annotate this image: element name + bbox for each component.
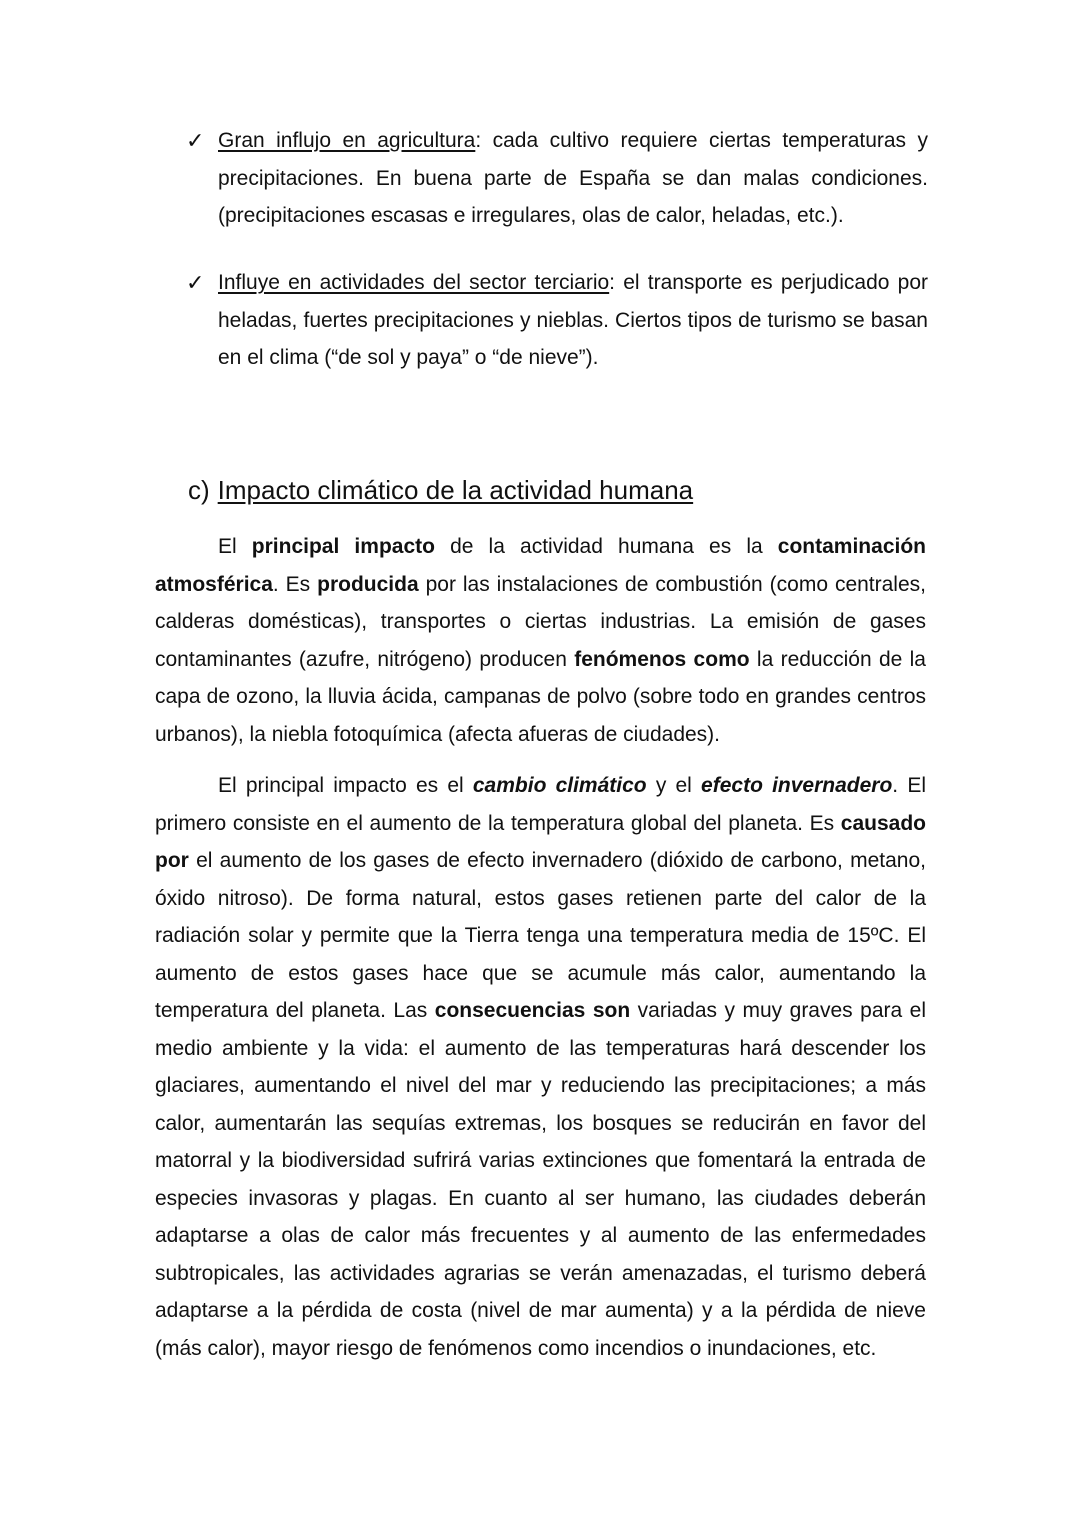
text-run: El principal impacto es el [218,774,473,797]
paragraph-contamination [155,528,926,753]
bold-text: producida [317,572,419,596]
text-run: la reducción de la capa de ozono, la lluvia ácida, campanas de polvo (sobre todo en grandes centros urbanos), la niebla fotoquímica (afecta afueras de ciudades). [155,647,926,746]
bold-italic-text: efecto invernadero [701,774,893,797]
bullet-item-tertiary-sector [186,264,928,377]
bold-text: fenómenos como [574,647,750,671]
bullet-item-agriculture [186,122,928,235]
text-run: variadas y muy graves para el medio ambiente y la vida: el aumento de las temperaturas hará descender los glaciares, aumentando el nivel del mar y reduciendo las precipitaciones; a más calor, aumentarán las sequías extremas, los bosques se reducirán en favor del matorral y la biodiversidad sufrirá varias extinciones que fomentará la entrada de especies invasoras y plagas. En cuanto al ser humano, las ciudades deberán adaptarse a olas de calor más frecuentes y al aumento de las enfermedades subtropicales, las actividades agrarias se verán amenazadas, el turismo deberá adaptarse a la pérdida de costa (nivel de mar aumenta) y a la pérdida de nieve (más calor), mayor riesgo de fenómenos como incendios o inundaciones, etc. [155,999,927,1360]
text-run: . Es [272,572,318,596]
bold-text: causado por [155,811,926,872]
text-run: . El primero consiste en el aumento de la temperatura global del planeta. Es [155,774,926,835]
bullet-text [218,264,928,377]
checkmark-icon: ✓ [186,128,205,153]
bullet-text [218,122,928,235]
bold-italic-text: cambio climático [472,774,647,797]
paragraph-climate-change [155,767,926,1367]
bold-text: consecuencias son [434,999,631,1022]
bullet-body: : cada cultivo requiere ciertas temperaturas y precipitaciones. En buena parte de España se dan malas condiciones. (precipitaciones escasas e irregulares, olas de calor, heladas, etc.). [218,129,929,227]
checkmark-icon: ✓ [186,270,205,295]
bullet-title: Influye en actividades del sector terciario [218,271,610,294]
bold-text: principal impacto [251,535,435,558]
bold-text: contaminación atmosférica [155,535,926,596]
bullet-title: Gran influjo en agricultura [218,129,476,152]
text-run: El [218,535,252,558]
section-title: Impacto climático de la actividad humana [217,475,694,505]
text-run: el aumento de los gases de efecto invernadero (dióxido de carbono, metano, óxido nitroso). De forma natural, estos gases retienen parte del calor de la radiación solar y permite que la Tierra tenga una temperatura media de 15ºC. El aumento de estos gases hace que se acumule más calor, aumentando la temperatura del planeta. Las [155,849,926,1022]
text-run: por las instalaciones de combustión (como centrales, calderas domésticas), transportes o ciertas industrias. La emisión de gases contaminantes (azufre, nitrógeno) producen [155,572,926,671]
section-heading [188,472,693,508]
section-letter: c) [188,475,210,505]
text-run: de la actividad humana es la [434,535,778,558]
text-run: y el [646,774,702,797]
bullet-body: : el transporte es perjudicado por heladas, fuertes precipitaciones y nieblas. Ciertos tipos de turismo se basan en el clima (“de sol y paya” o “de nieve”). [218,271,928,369]
